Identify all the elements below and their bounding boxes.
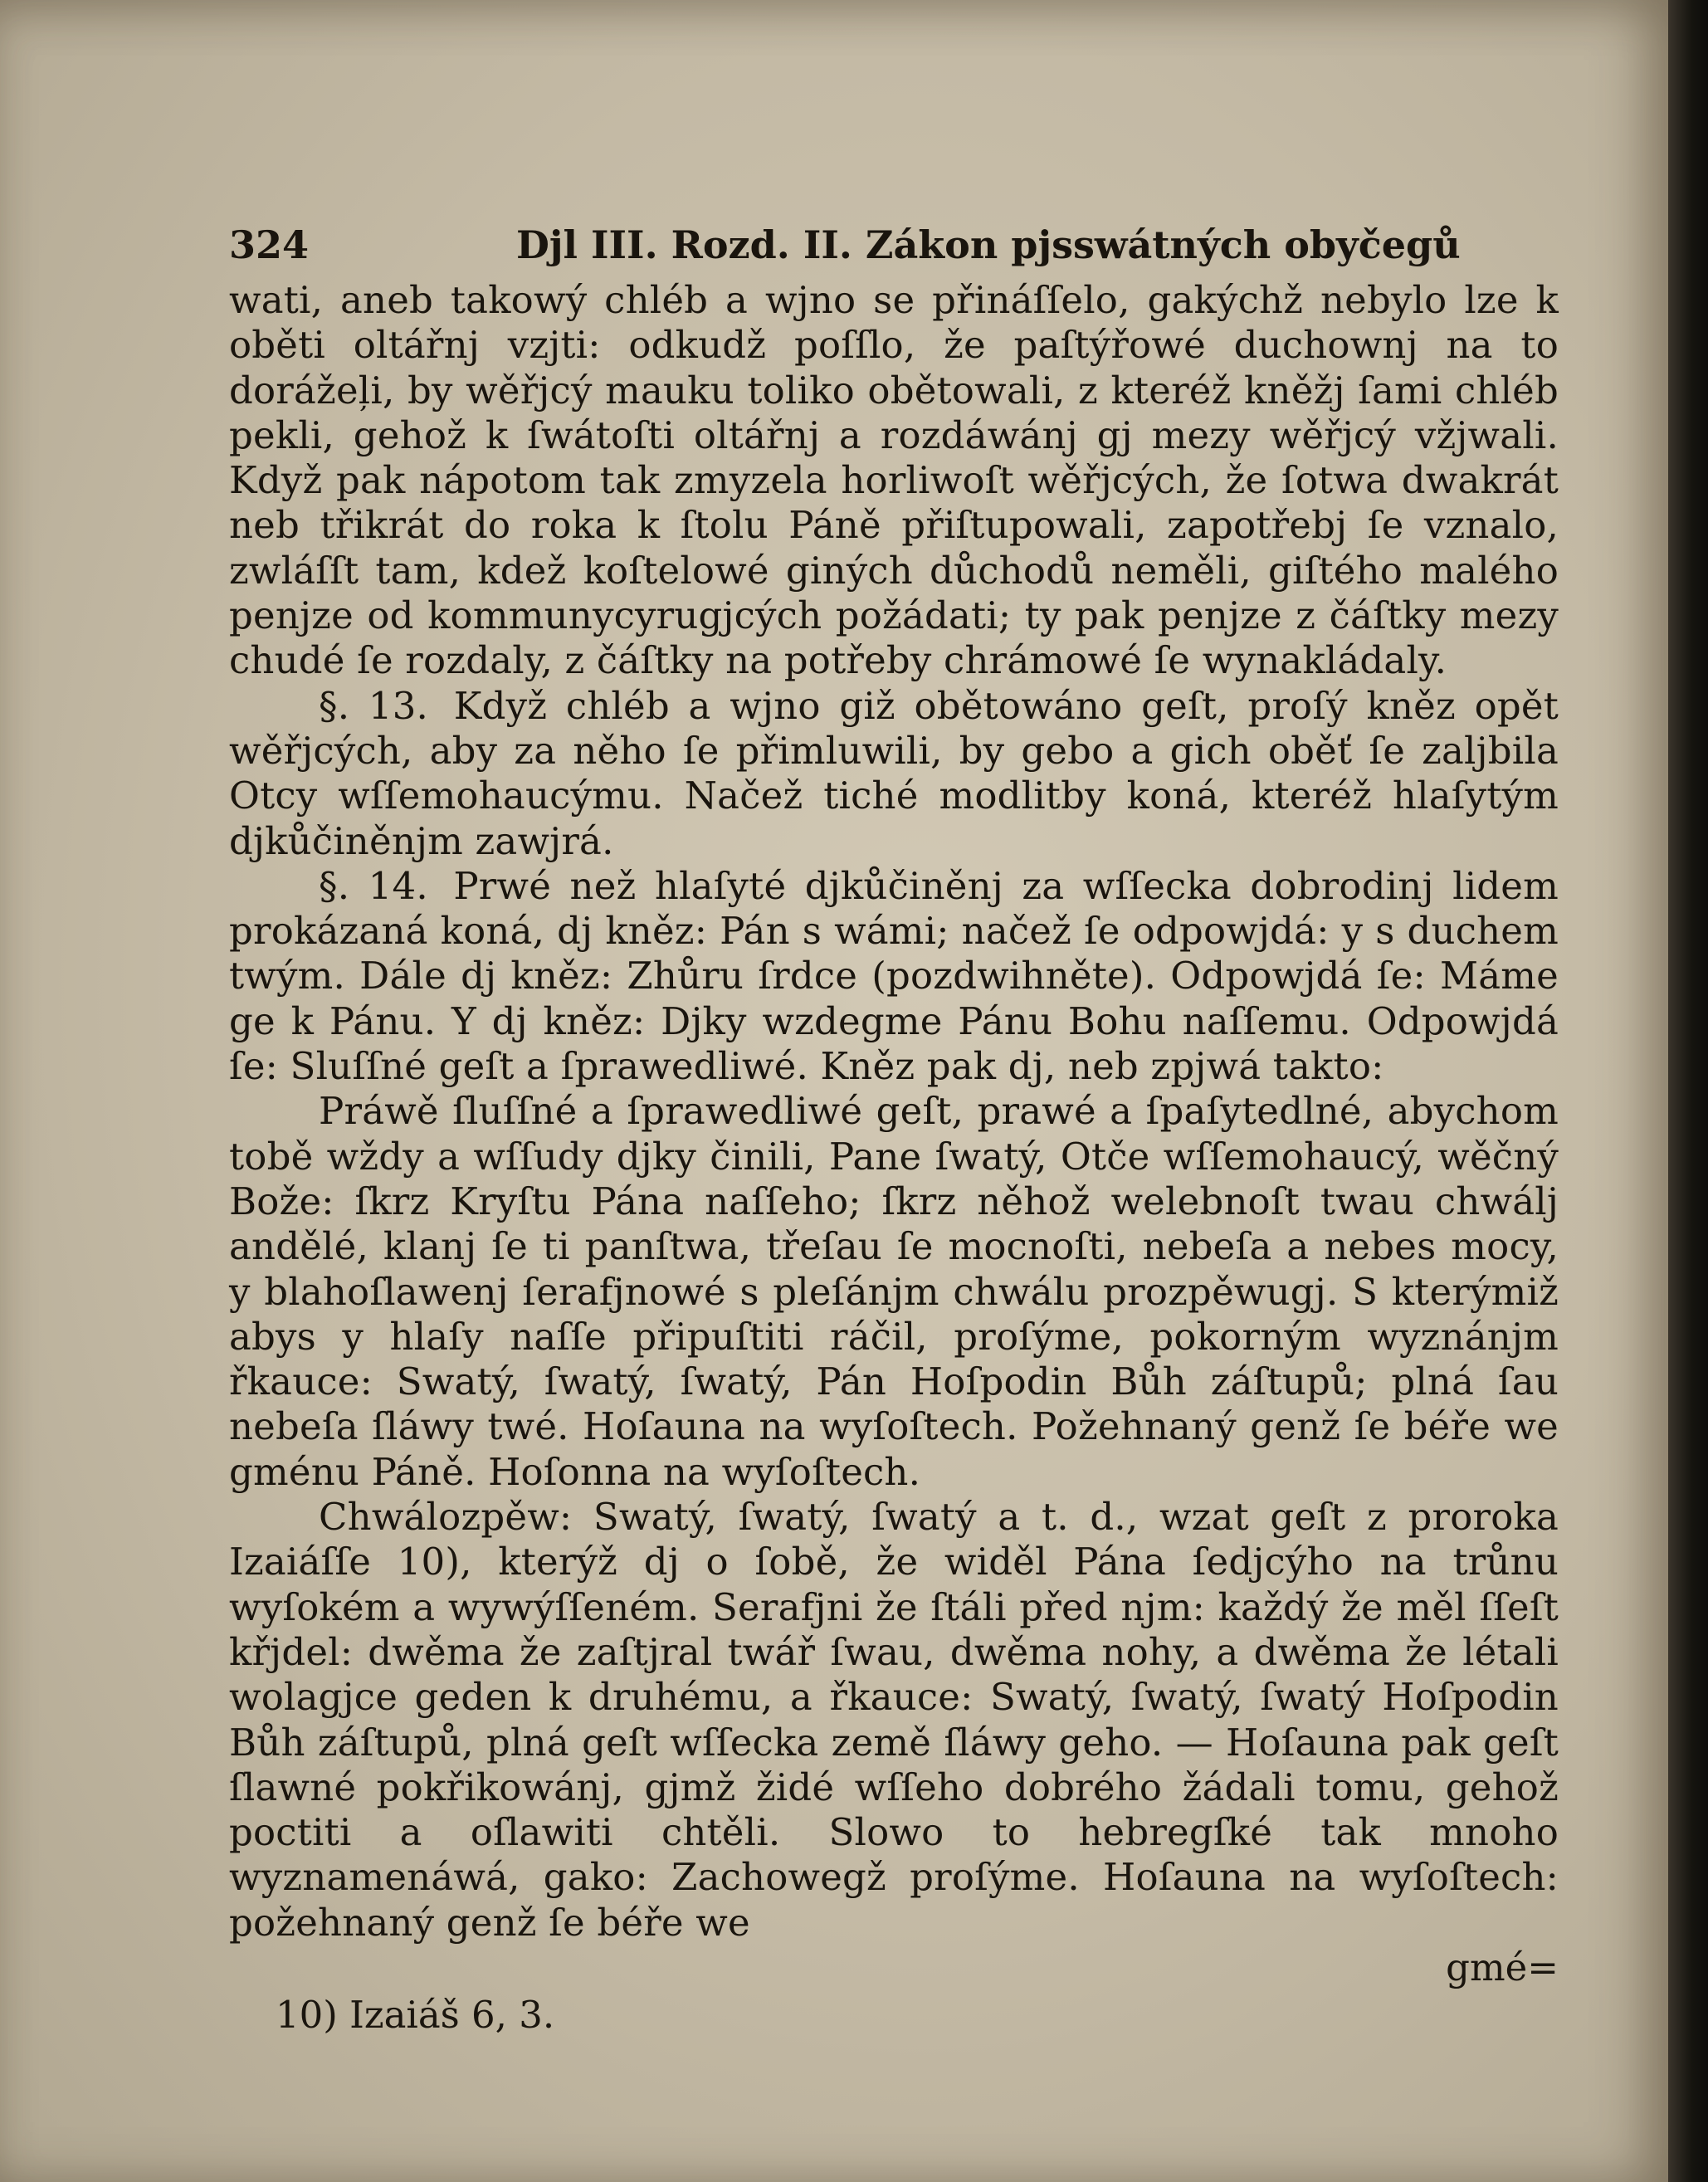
paragraph-4-text: Práwě ſluſſné a ſprawedliwé geſt, prawé a ſpaſytedlné, abychom tobě wždy a wſſudy djky činili, Pane ſwatý, Otče wſſemohaucý, wěčný Bože: ſkrz Kryſtu Pána naſſeho; ſkrz něhož welebnoſt twau chwálj andělé, klanj ſe ti panſtwa, třeſau ſe mocnoſti, nebeſa a nebes mocy, y blahoſlawenj ſerafjnowé s pleſánjm chwálu prozpěwugj. S kterýmiž abys y hlaſy naſſe připuſtiti ráčil, proſýme, pokorným wyznánjm řkauce: Swatý, ſwatý, ſwatý, Pán Hoſpodin Bůh záſtupů; plná ſau nebeſa ſláwy twé. Hoſauna na wyſoſtech. Požehnaný genž ſe béře we gménu Páně. Hoſonna na wyſoſtech.: [229, 1089, 1559, 1494]
book-spine-edge: [1668, 0, 1708, 2182]
paragraph-preface-prayer: [229, 1089, 1559, 1495]
paragraph-sanctus-explanation: [229, 1495, 1559, 1945]
paragraph-1: [229, 278, 1559, 684]
page-header: [229, 212, 1559, 278]
catchword: gmé=: [1446, 1945, 1559, 1989]
footnote: 10) Izaiáš 6, 3.: [276, 1992, 555, 2037]
section-number-13: §. 13.: [319, 683, 429, 728]
paragraph-2-text: Když chléb a wjno giž obětowáno geſt, proſý kněz opět wěřjcých, aby za něho ſe přimluwili, by gebo a gich oběť ſe zaljbila Otcy wſſemohaucýmu. Načež tiché modlitby koná, kteréž hlaſytým djkůčiněnjm zawjrá.: [229, 683, 1559, 863]
text-block: [229, 212, 1559, 2040]
page-number: 324: [229, 222, 310, 267]
paragraph-section-14: [229, 864, 1559, 1089]
paragraph-5-text: Chwálozpěw: Swatý, ſwatý, ſwatý a t. d., wzat geſt z proroka Izaiáſſe 10), kterýž dj o ſobě, že widěl Pána ſedjcýho na trůnu wyſokém a wywýſſeném. Serafjni že ſtáli před njm: každý že měl ſſeſt křjdel: dwěma že zaſtjral twář ſwau, dwěma nohy, a dwěma že létali wolagjce geden k druhému, a řkauce: Swatý, ſwatý, ſwatý Hoſpodin Bůh záſtupů, plná geſt wſſecka země ſláwy geho. — Hoſauna pak geſt ſlawné pokřikowánj, gjmž židé wſſeho dobrého žádali tomu, gehož poctiti a oſlawiti chtěli. Slowo to hebregſké tak mnoho wyznamenáwá, gako: Zachowegž proſýme. Hoſauna na wyſoſtech: požehnaný genž ſe béře we: [229, 1495, 1559, 1945]
paragraph-3-text: Prwé než hlaſyté djkůčiněnj za wſſecka dobrodinj lidem prokázaná koná, dj kněz: Pán s wámi; načež ſe odpowjdá: y s duchem twým. Dále dj kněz: Zhůru ſrdce (pozdwihněte). Odpowjdá ſe: Máme ge k Pánu. Y dj kněz: Djky wzdegme Pánu Bohu naſſemu. Odpowjdá ſe: Sluſſné geſt a ſprawedliwé. Kněz pak dj, neb zpjwá takto:: [229, 863, 1559, 1089]
paragraph-1-text: wati, aneb takowý chléb a wjno se přináſſelo, gakýchž nebylo lze k oběti oltářnj vzjti: odkudž poſſlo, že paſtýřowé duchownj na to dorážeļi, by wěřjcý mauku toliko obětowali, z kteréž kněžj ſami chléb pekli, gehož k ſwátoſti oltářnj a rozdáwánj gj mezy wěřjcý vžjwali. Když pak nápotom tak zmyzela horliwoſt wěřjcých, že ſotwa dwakrát neb třikrát do roka k ſtolu Páně přiſtupowali, zapotřebj ſe vznalo, zwláſſt tam, kdež koſtelowé giných důchodů neměli, giſtého malého penjze od kommunycyrugjcých požádati; ty pak penjze z čáſtky mezy chudé ſe rozdaly, z čáſtky na potřeby chrámowé ſe wynakládaly.: [229, 278, 1559, 683]
paragraph-section-13: [229, 684, 1559, 864]
section-number-14: §. 14.: [319, 863, 428, 908]
running-head: Djl III. Rozd. II. Zákon pjsswátných obyčegů: [516, 222, 1461, 267]
